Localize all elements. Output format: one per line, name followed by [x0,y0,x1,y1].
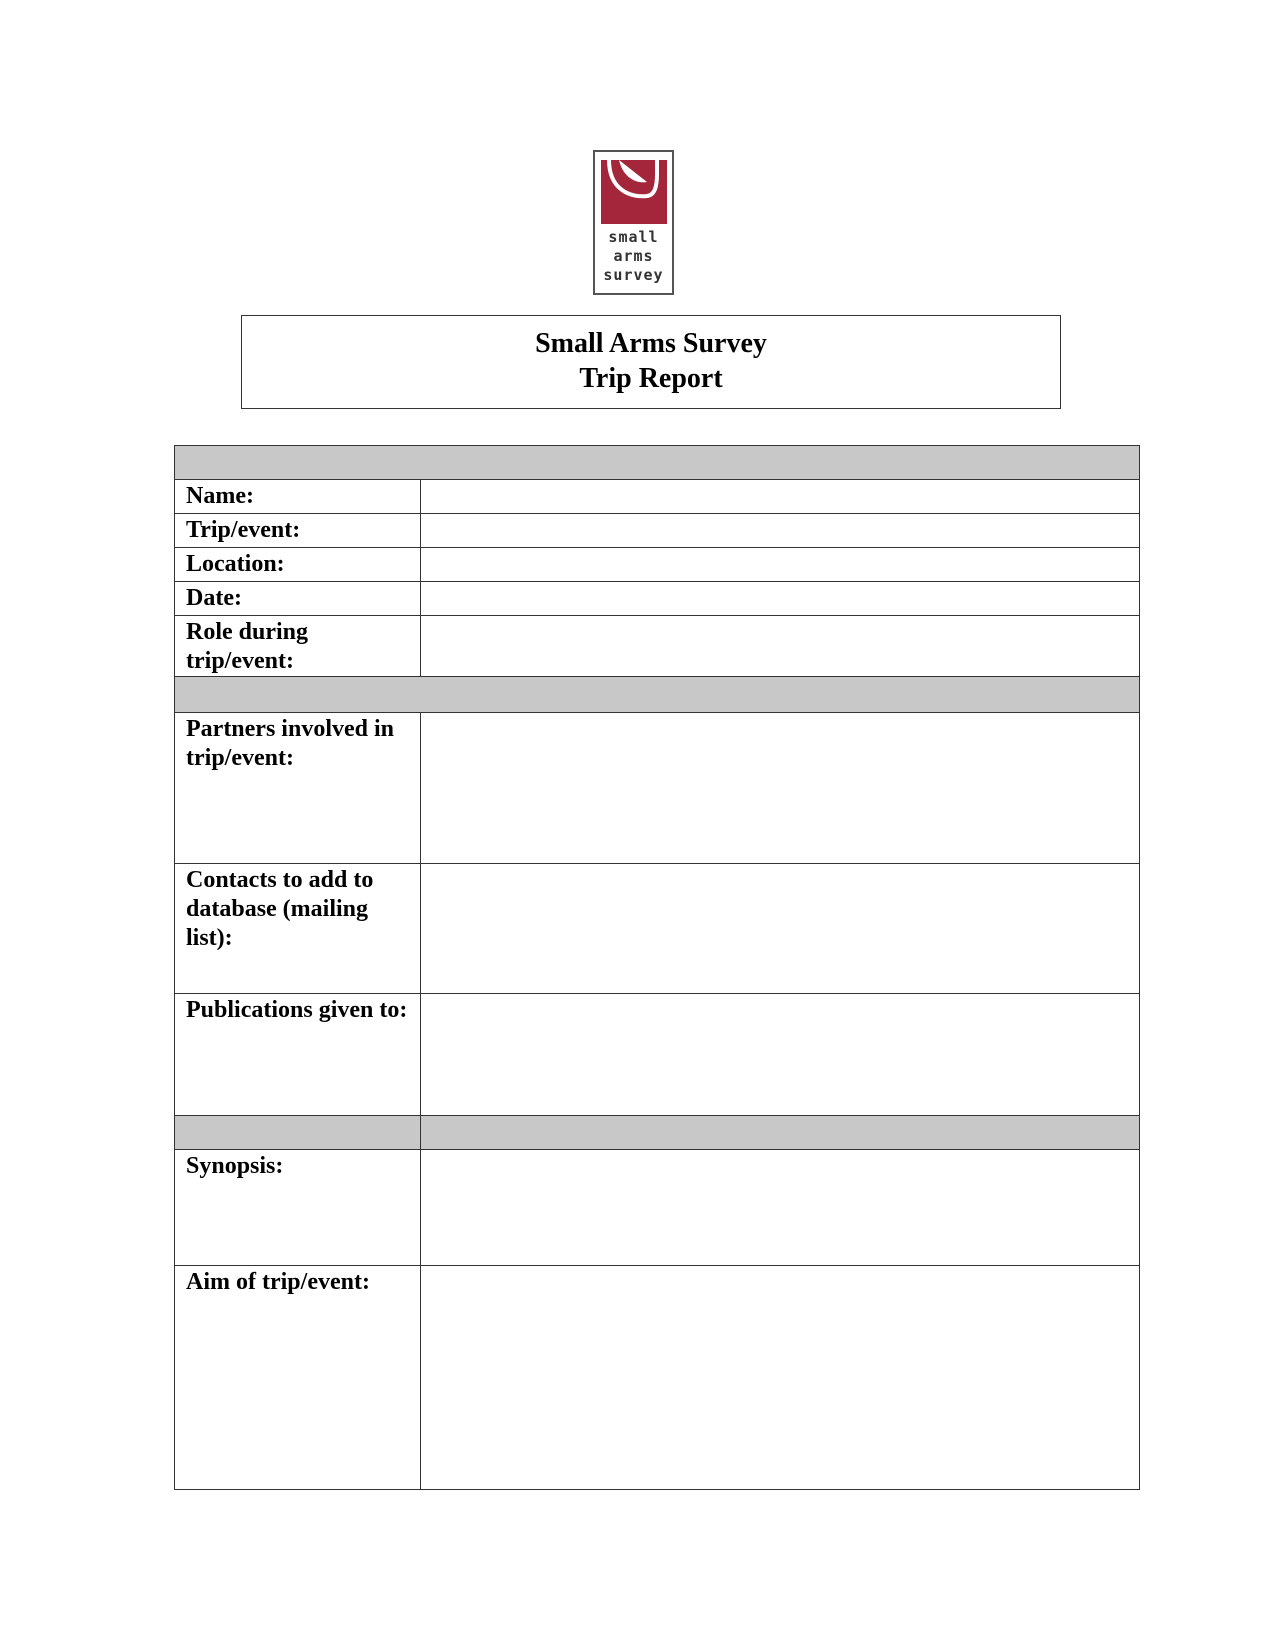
role-field[interactable] [421,616,1140,677]
logo-mark-icon [601,160,667,224]
location-label: Location: [175,548,421,582]
contacts-field[interactable] [421,864,1140,994]
document-subtitle: Trip Report [579,363,723,394]
contacts-label: Contacts to add to database (mailing list): [175,864,421,994]
organization-logo [593,150,674,295]
logo-line-arms: arms [613,247,654,265]
aim-field[interactable] [421,1266,1140,1490]
partners-field[interactable] [421,713,1140,864]
date-label: Date: [175,582,421,616]
synopsis-label: Synopsis: [175,1150,421,1266]
form-row-synopsis [175,1150,1140,1266]
form-row-trip-event [175,514,1140,548]
document-title: Small Arms Survey [535,328,767,359]
location-field[interactable] [421,548,1140,582]
role-label: Role during trip/event: [175,616,421,677]
synopsis-field[interactable] [421,1150,1140,1266]
logo-text [595,228,672,285]
trip-report-form [174,445,1140,1490]
name-field[interactable] [421,480,1140,514]
shaded-header-cell [175,446,1140,480]
form-row-aim [175,1266,1140,1490]
title-box [241,315,1061,409]
logo-line-survey: survey [603,266,664,284]
shaded-header-row [175,446,1140,480]
form-row-date [175,582,1140,616]
name-label: Name: [175,480,421,514]
form-row-contacts [175,864,1140,994]
date-field[interactable] [421,582,1140,616]
logo-line-small: small [608,228,659,246]
trip-event-label: Trip/event: [175,514,421,548]
shaded-separator-row [175,677,1140,713]
form-row-role [175,616,1140,677]
form-row-publications [175,994,1140,1116]
form-row-location [175,548,1140,582]
form-row-name [175,480,1140,514]
form-row-partners [175,713,1140,864]
aim-label: Aim of trip/event: [175,1266,421,1490]
trip-event-field[interactable] [421,514,1140,548]
publications-field[interactable] [421,994,1140,1116]
publications-label: Publications given to: [175,994,421,1116]
shaded-split-row [175,1116,1140,1150]
partners-label: Partners involved in trip/event: [175,713,421,864]
shaded-split-right [421,1116,1140,1150]
shaded-split-left [175,1116,421,1150]
shaded-separator-cell [175,677,1140,713]
